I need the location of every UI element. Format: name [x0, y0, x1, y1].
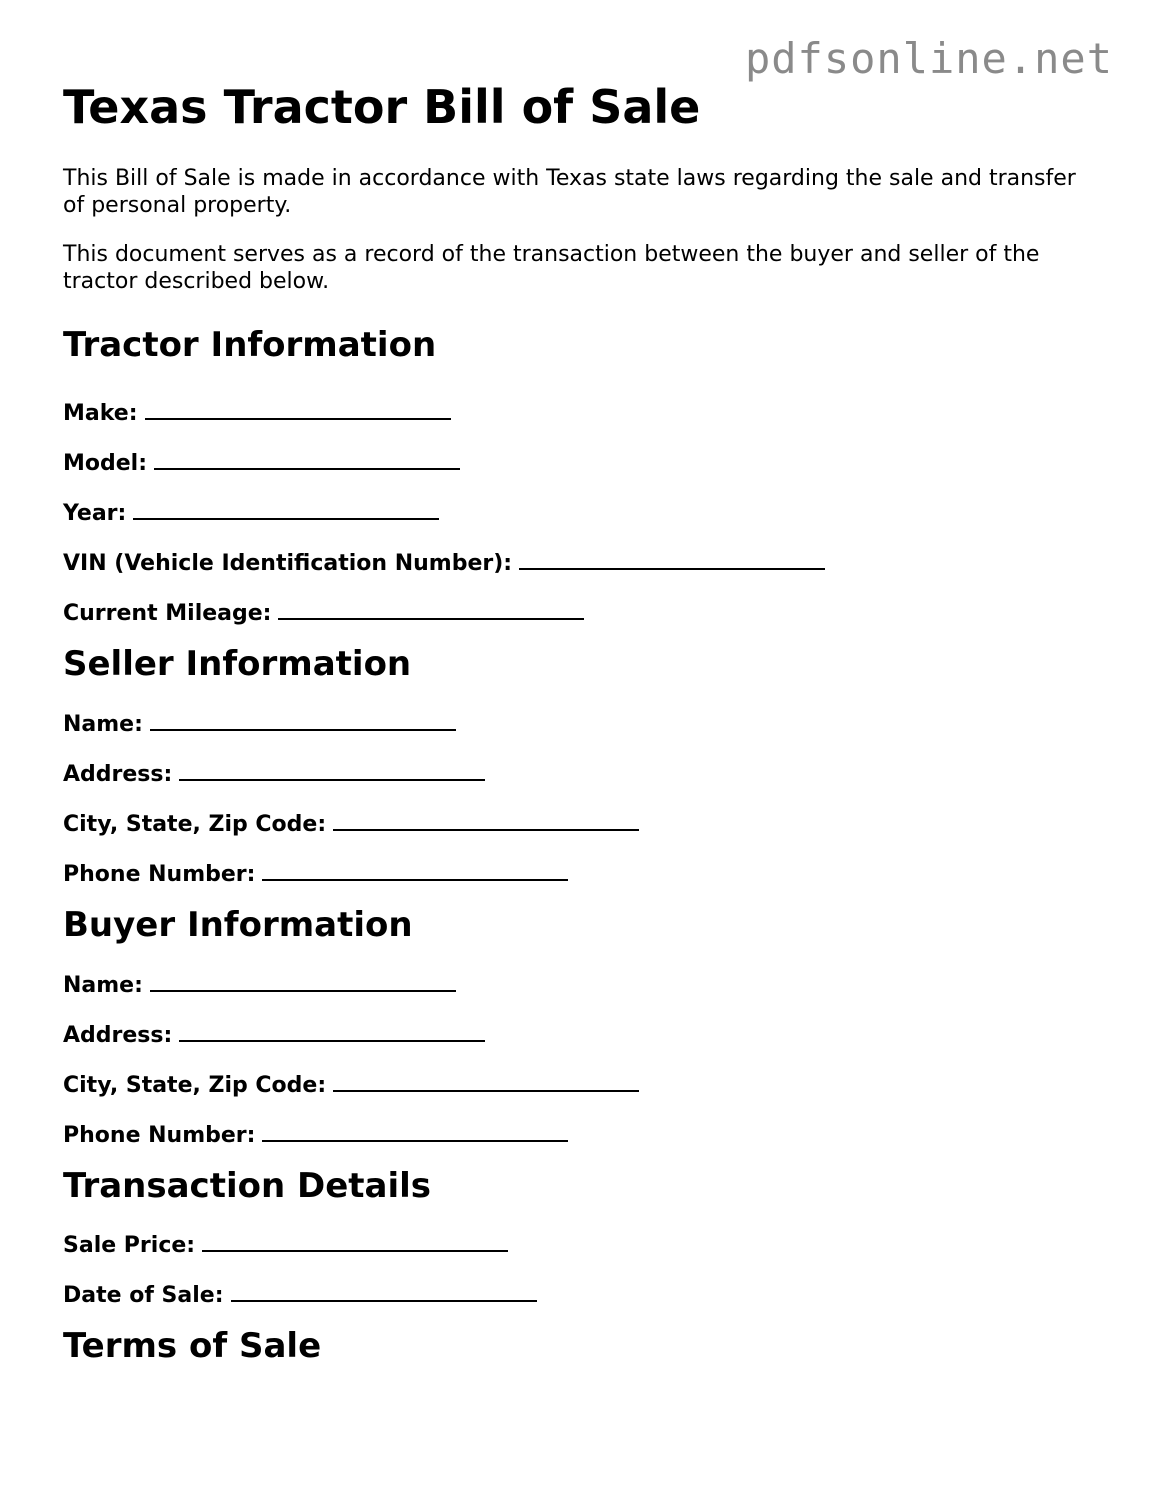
make-blank[interactable]	[145, 398, 451, 420]
field-label: Phone Number:	[63, 1122, 256, 1148]
buyer-city-state-zip-field	[63, 1070, 1093, 1096]
tractor-mileage-field	[63, 598, 1093, 624]
tractor-make-field	[63, 398, 1093, 424]
field-label: Model:	[63, 450, 148, 476]
seller-phone-blank[interactable]	[262, 859, 568, 881]
transaction-section	[63, 1166, 1093, 1307]
sale-price-field	[63, 1230, 1093, 1259]
field-label: City, State, Zip Code:	[63, 1072, 327, 1098]
vin-blank[interactable]	[519, 548, 825, 570]
tractor-year-field	[63, 498, 1093, 524]
seller-section	[63, 644, 1093, 885]
field-label: Date of Sale:	[63, 1283, 224, 1309]
document-title: Texas Tractor Bill of Sale	[63, 80, 701, 134]
seller-name-field	[63, 709, 1093, 735]
buyer-phone-field	[63, 1120, 1093, 1146]
intro-section	[63, 165, 1093, 295]
tractor-heading: Tractor Information	[63, 325, 437, 366]
tractor-vin-field	[63, 548, 1093, 574]
seller-address-blank[interactable]	[179, 759, 485, 781]
year-blank[interactable]	[133, 498, 439, 520]
terms-heading: Terms of Sale	[63, 1326, 322, 1367]
intro-paragraph: This document serves as a record of the transaction between the buyer and seller of the tractor described below.	[63, 242, 1040, 295]
field-label: Sale Price:	[63, 1233, 196, 1259]
buyer-phone-blank[interactable]	[262, 1120, 568, 1142]
field-label: Phone Number:	[63, 861, 256, 887]
field-label: Current Mileage:	[63, 600, 272, 626]
tractor-section	[63, 325, 1093, 624]
field-label: Address:	[63, 1022, 173, 1048]
buyer-heading: Buyer Information	[63, 904, 413, 945]
watermark-text: pdfsonline.net	[744, 34, 1113, 83]
document-page	[63, 80, 1093, 1367]
date-of-sale-blank[interactable]	[231, 1280, 537, 1302]
buyer-name-blank[interactable]	[150, 970, 456, 992]
field-label: Make:	[63, 400, 138, 426]
field-label: VIN (Vehicle Identification Number):	[63, 550, 513, 576]
seller-city-state-zip-field	[63, 809, 1093, 835]
field-label: Address:	[63, 761, 173, 787]
buyer-address-field	[63, 1020, 1093, 1046]
seller-phone-field	[63, 859, 1093, 885]
field-label: Year:	[63, 500, 127, 526]
seller-city-state-zip-blank[interactable]	[333, 809, 639, 831]
sale-price-blank[interactable]	[202, 1230, 508, 1252]
intro-paragraph: This Bill of Sale is made in accordance with Texas state laws regarding the sale and transfer of personal property.	[63, 166, 1076, 219]
field-label: City, State, Zip Code:	[63, 811, 327, 837]
terms-section	[63, 1326, 1093, 1367]
buyer-address-blank[interactable]	[179, 1020, 485, 1042]
model-blank[interactable]	[154, 448, 460, 470]
buyer-section	[63, 905, 1093, 1146]
seller-name-blank[interactable]	[150, 709, 456, 731]
seller-heading: Seller Information	[63, 643, 412, 684]
seller-address-field	[63, 759, 1093, 785]
mileage-blank[interactable]	[278, 598, 584, 620]
transaction-heading: Transaction Details	[63, 1165, 432, 1206]
buyer-city-state-zip-blank[interactable]	[333, 1070, 639, 1092]
tractor-model-field	[63, 448, 1093, 474]
buyer-name-field	[63, 970, 1093, 996]
date-of-sale-field	[63, 1280, 1093, 1309]
field-label: Name:	[63, 711, 143, 737]
field-label: Name:	[63, 972, 143, 998]
